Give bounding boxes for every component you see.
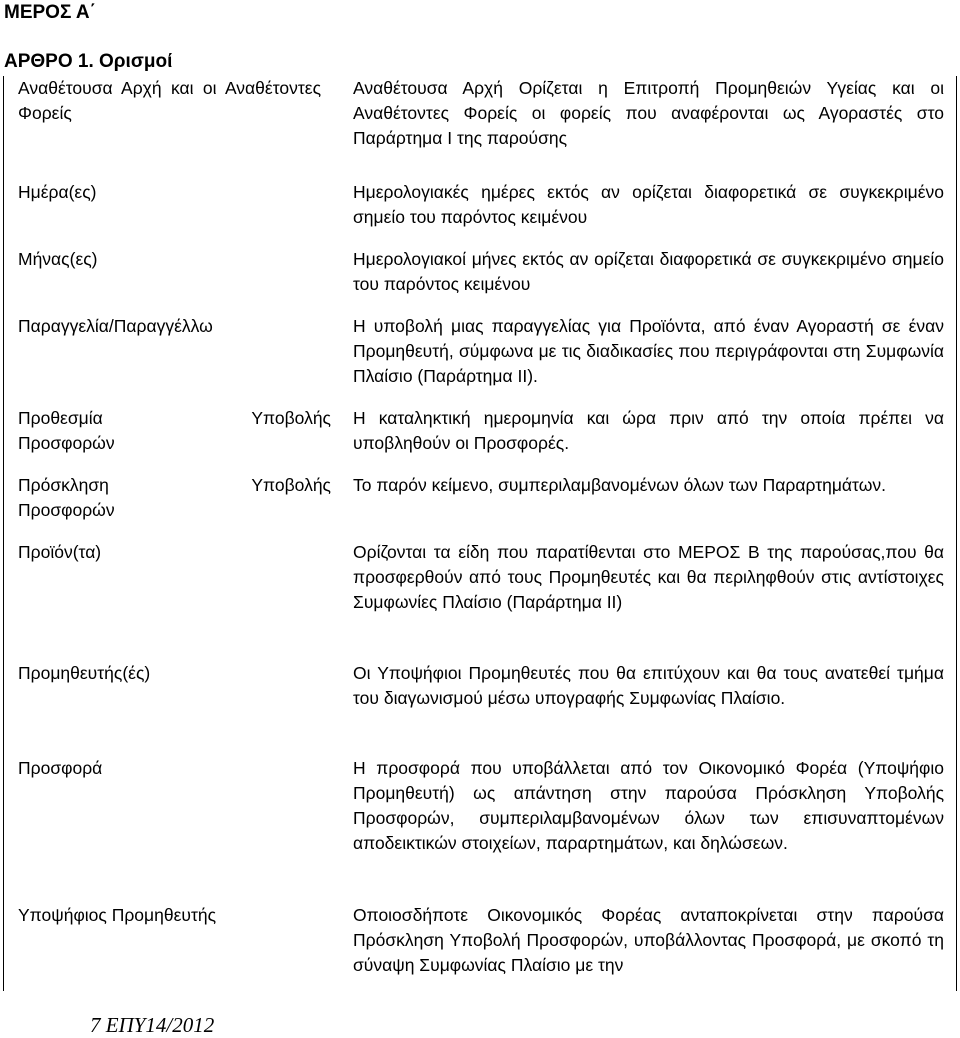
definition-text: Ημερολογιακοί μήνες εκτός αν ορίζεται διαφορετικά σε συγκεκριμένο σημείο του παρόντος κειμένου — [353, 249, 944, 294]
definition-row — [4, 903, 956, 991]
definition-term-line: Πρόσκληση — [18, 475, 109, 495]
definition-row — [4, 180, 956, 247]
definition-row — [4, 473, 956, 540]
page-footer: 7 ΕΠΥ14/2012 — [90, 1013, 215, 1037]
definition-row — [4, 406, 956, 473]
definition-term — [4, 473, 339, 540]
definition-row — [4, 756, 956, 903]
definition-row — [4, 76, 956, 180]
definition-text: Αναθέτουσα Αρχή Ορίζεται η Επιτροπή Προμηθειών Υγείας και οι Αναθέτοντες Φορείς οι φορείς που αναφέρονται ως Αγοραστές στο Παράρτημα Ι της παρούσης — [353, 78, 944, 148]
definition-term-line: Προθεσμία — [18, 408, 103, 428]
definition-term-line: Υποβολής — [251, 408, 331, 428]
definition-term-line: Προσφορών — [18, 433, 115, 453]
definition-term: Ημέρα(ες) — [18, 182, 97, 202]
definition-text: Το παρόν κείμενο, συμπεριλαμβανομένων όλων των Παραρτημάτων. — [353, 475, 886, 495]
definition-text: Ορίζονται τα είδη που παρατίθενται στο ΜΕΡΟΣ Β της παρούσας,που θα προσφερθούν από τους Προμηθευτές και θα περιληφθούν στις αντίστοιχες Συμφωνίες Πλαίσιο (Παράρτημα ΙΙ) — [353, 542, 944, 612]
definition-term — [4, 406, 339, 473]
part-title: ΜΕΡΟΣ Α΄ — [4, 2, 96, 23]
definition-term-line: Προσφορών — [18, 500, 115, 520]
definition-term: Μήνας(ες) — [18, 249, 98, 269]
definition-term: Παραγγελία/Παραγγέλλω — [18, 316, 213, 336]
definition-row — [4, 314, 956, 406]
definition-text: Η υποβολή μιας παραγγελίας για Προϊόντα, από έναν Αγοραστή σε έναν Προμηθευτή, σύμφωνα με τις διαδικασίες που περιγράφονται στη Συμφωνία Πλαίσιο (Παράρτημα ΙΙ). — [353, 316, 944, 386]
definition-text: Ημερολογιακές ημέρες εκτός αν ορίζεται διαφορετικά σε συγκεκριμένο σημείο του παρόντος κειμένου — [353, 182, 944, 227]
definition-row — [4, 540, 956, 661]
definition-term: Προσφορά — [18, 758, 103, 778]
definition-term: Προϊόν(τα) — [18, 542, 102, 562]
definitions-table — [3, 76, 957, 991]
definition-row — [4, 247, 956, 314]
definition-text: Η καταληκτική ημερομηνία και ώρα πριν από την οποία πρέπει να υποβληθούν οι Προσφορές. — [353, 408, 944, 453]
definition-term: Αναθέτουσα Αρχή και οι Αναθέτοντες Φορείς — [18, 78, 321, 123]
definition-text: Η προσφορά που υποβάλλεται από τον Οικονομικό Φορέα (Υποψήφιο Προμηθευτή) ως απάντηση στην παρούσα Πρόσκληση Υποβολής Προσφορών, συμπεριλαμβανομένων όλων των επισυναπτομένων αποδεικτικών στοιχείων, παραρτημάτων, και δηλώσεων. — [353, 758, 944, 853]
article-title: ΑΡΘΡΟ 1. Ορισμοί — [4, 51, 173, 72]
definition-term-line: Υποβολής — [251, 475, 331, 495]
definition-text: Οποιοσδήποτε Οικονομικός Φορέας ανταποκρίνεται στην παρούσα Πρόσκληση Υποβολή Προσφορών, υποβάλλοντας Προσφορά, με σκοπό τη σύναψη Συμφωνίας Πλαίσιο με την — [353, 905, 944, 975]
definition-term: Προμηθευτής(ές) — [18, 663, 151, 683]
definition-row — [4, 661, 956, 756]
definition-text: Οι Υποψήφιοι Προμηθευτές που θα επιτύχουν και θα τους ανατεθεί τμήμα του διαγωνισμού μέσω υπογραφής Συμφωνίας Πλαίσιο. — [353, 663, 944, 708]
definition-term: Υποψήφιος Προμηθευτής — [18, 905, 217, 925]
